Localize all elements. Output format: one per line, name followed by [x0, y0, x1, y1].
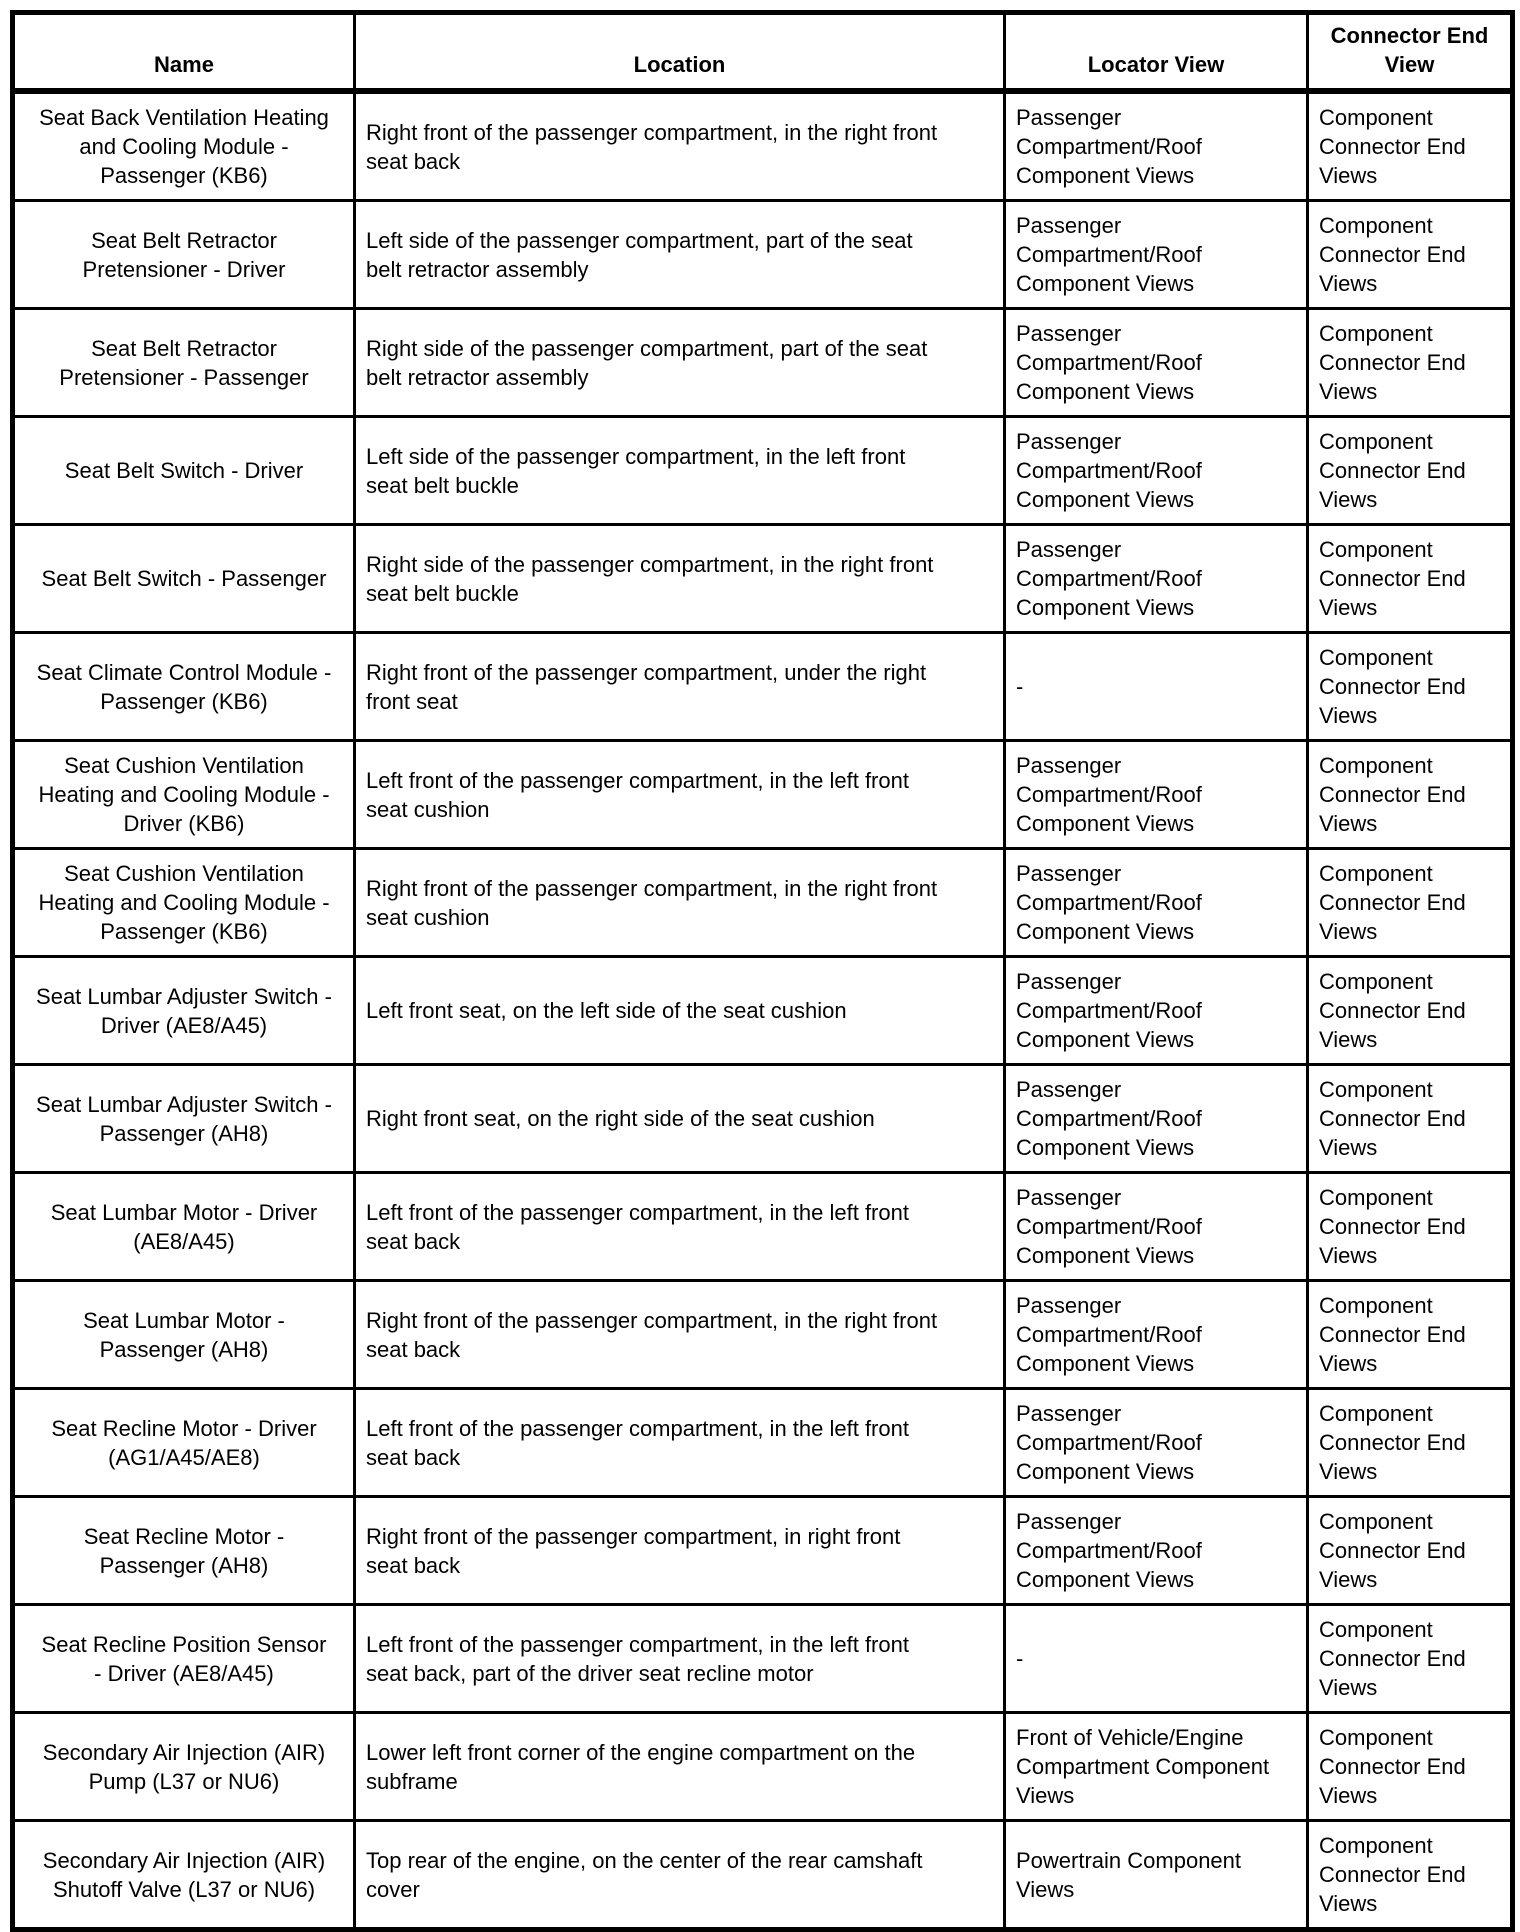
cell-location: Left front of the passenger compartment, in the left front seat cushion: [355, 741, 1005, 849]
cell-location: Top rear of the engine, on the center of the rear camshaft cover: [355, 1821, 1005, 1930]
cell-location: Left front of the passenger compartment, in the left front seat back, part of the driver seat recline motor: [355, 1605, 1005, 1713]
component-location-table: [10, 10, 1515, 1932]
table-row: [13, 1065, 1513, 1173]
header-row: [13, 13, 1513, 92]
cell-locator-view: Passenger Compartment/Roof Component Views: [1005, 1281, 1308, 1389]
cell-locator-view: Passenger Compartment/Roof Component Views: [1005, 201, 1308, 309]
cell-name: Seat Recline Position Sensor - Driver (AE8/A45): [13, 1605, 355, 1713]
cell-location: Right front of the passenger compartment, in the right front seat back: [355, 1281, 1005, 1389]
cell-connector-end-view: Component Connector End Views: [1308, 1065, 1513, 1173]
cell-name: Secondary Air Injection (AIR) Pump (L37 or NU6): [13, 1713, 355, 1821]
cell-connector-end-view: Component Connector End Views: [1308, 1389, 1513, 1497]
cell-connector-end-view: Component Connector End Views: [1308, 525, 1513, 633]
cell-locator-view: Front of Vehicle/Engine Compartment Component Views: [1005, 1713, 1308, 1821]
cell-locator-view: Passenger Compartment/Roof Component Views: [1005, 1497, 1308, 1605]
table-row: [13, 1173, 1513, 1281]
cell-name: Secondary Air Injection (AIR) Shutoff Valve (L37 or NU6): [13, 1821, 355, 1930]
cell-name: Seat Cushion Ventilation Heating and Cooling Module - Driver (KB6): [13, 741, 355, 849]
cell-location: Left side of the passenger compartment, in the left front seat belt buckle: [355, 417, 1005, 525]
cell-locator-view: Passenger Compartment/Roof Component Views: [1005, 957, 1308, 1065]
table-row: [13, 1605, 1513, 1713]
cell-location: Right front of the passenger compartment, in the right front seat back: [355, 91, 1005, 201]
cell-location: Left front of the passenger compartment, in the left front seat back: [355, 1173, 1005, 1281]
cell-connector-end-view: Component Connector End Views: [1308, 1281, 1513, 1389]
cell-location: Lower left front corner of the engine compartment on the subframe: [355, 1713, 1005, 1821]
cell-locator-view: Passenger Compartment/Roof Component Views: [1005, 417, 1308, 525]
cell-name: Seat Back Ventilation Heating and Cooling Module - Passenger (KB6): [13, 91, 355, 201]
table-row: [13, 741, 1513, 849]
cell-connector-end-view: Component Connector End Views: [1308, 91, 1513, 201]
cell-location: Right side of the passenger compartment, in the right front seat belt buckle: [355, 525, 1005, 633]
cell-locator-view: Passenger Compartment/Roof Component Views: [1005, 1173, 1308, 1281]
cell-name: Seat Recline Motor - Driver (AG1/A45/AE8): [13, 1389, 355, 1497]
cell-connector-end-view: Component Connector End Views: [1308, 741, 1513, 849]
cell-connector-end-view: Component Connector End Views: [1308, 1173, 1513, 1281]
cell-connector-end-view: Component Connector End Views: [1308, 1821, 1513, 1930]
cell-name: Seat Lumbar Motor - Passenger (AH8): [13, 1281, 355, 1389]
cell-name: Seat Cushion Ventilation Heating and Cooling Module - Passenger (KB6): [13, 849, 355, 957]
cell-locator-view: -: [1005, 1605, 1308, 1713]
cell-name: Seat Belt Switch - Passenger: [13, 525, 355, 633]
cell-connector-end-view: Component Connector End Views: [1308, 201, 1513, 309]
column-header-locator-view: Locator View: [1005, 13, 1308, 92]
cell-location: Left front of the passenger compartment, in the left front seat back: [355, 1389, 1005, 1497]
table-row: [13, 1821, 1513, 1930]
cell-locator-view: Passenger Compartment/Roof Component Views: [1005, 91, 1308, 201]
cell-location: Right side of the passenger compartment, part of the seat belt retractor assembly: [355, 309, 1005, 417]
table-row: [13, 91, 1513, 201]
table-row: [13, 849, 1513, 957]
cell-connector-end-view: Component Connector End Views: [1308, 957, 1513, 1065]
cell-name: Seat Belt Switch - Driver: [13, 417, 355, 525]
table-body: [13, 91, 1513, 1930]
cell-location: Right front seat, on the right side of the seat cushion: [355, 1065, 1005, 1173]
column-header-name: Name: [13, 13, 355, 92]
column-header-location: Location: [355, 13, 1005, 92]
cell-connector-end-view: Component Connector End Views: [1308, 849, 1513, 957]
table-row: [13, 1713, 1513, 1821]
cell-connector-end-view: Component Connector End Views: [1308, 1497, 1513, 1605]
cell-connector-end-view: Component Connector End Views: [1308, 1713, 1513, 1821]
table-row: [13, 201, 1513, 309]
table-row: [13, 417, 1513, 525]
table-row: [13, 957, 1513, 1065]
cell-location: Right front of the passenger compartment, in the right front seat cushion: [355, 849, 1005, 957]
cell-locator-view: Passenger Compartment/Roof Component Views: [1005, 1389, 1308, 1497]
cell-name: Seat Recline Motor - Passenger (AH8): [13, 1497, 355, 1605]
table-row: [13, 633, 1513, 741]
cell-locator-view: Powertrain Component Views: [1005, 1821, 1308, 1930]
cell-connector-end-view: Component Connector End Views: [1308, 633, 1513, 741]
cell-connector-end-view: Component Connector End Views: [1308, 1605, 1513, 1713]
table-row: [13, 1281, 1513, 1389]
table-row: [13, 1497, 1513, 1605]
cell-name: Seat Lumbar Adjuster Switch - Passenger (AH8): [13, 1065, 355, 1173]
cell-location: Right front of the passenger compartment, under the right front seat: [355, 633, 1005, 741]
cell-name: Seat Climate Control Module - Passenger (KB6): [13, 633, 355, 741]
cell-name: Seat Belt Retractor Pretensioner - Passenger: [13, 309, 355, 417]
cell-locator-view: Passenger Compartment/Roof Component Views: [1005, 741, 1308, 849]
table-row: [13, 309, 1513, 417]
cell-locator-view: Passenger Compartment/Roof Component Views: [1005, 309, 1308, 417]
cell-location: Right front of the passenger compartment, in right front seat back: [355, 1497, 1005, 1605]
table-row: [13, 525, 1513, 633]
cell-locator-view: Passenger Compartment/Roof Component Views: [1005, 849, 1308, 957]
cell-locator-view: Passenger Compartment/Roof Component Views: [1005, 525, 1308, 633]
cell-name: Seat Lumbar Motor - Driver (AE8/A45): [13, 1173, 355, 1281]
column-header-connector-end-view: Connector End View: [1308, 13, 1513, 92]
cell-name: Seat Lumbar Adjuster Switch - Driver (AE8/A45): [13, 957, 355, 1065]
cell-connector-end-view: Component Connector End Views: [1308, 417, 1513, 525]
cell-location: Left side of the passenger compartment, part of the seat belt retractor assembly: [355, 201, 1005, 309]
cell-locator-view: -: [1005, 633, 1308, 741]
cell-name: Seat Belt Retractor Pretensioner - Driver: [13, 201, 355, 309]
cell-locator-view: Passenger Compartment/Roof Component Views: [1005, 1065, 1308, 1173]
table-row: [13, 1389, 1513, 1497]
cell-connector-end-view: Component Connector End Views: [1308, 309, 1513, 417]
cell-location: Left front seat, on the left side of the seat cushion: [355, 957, 1005, 1065]
